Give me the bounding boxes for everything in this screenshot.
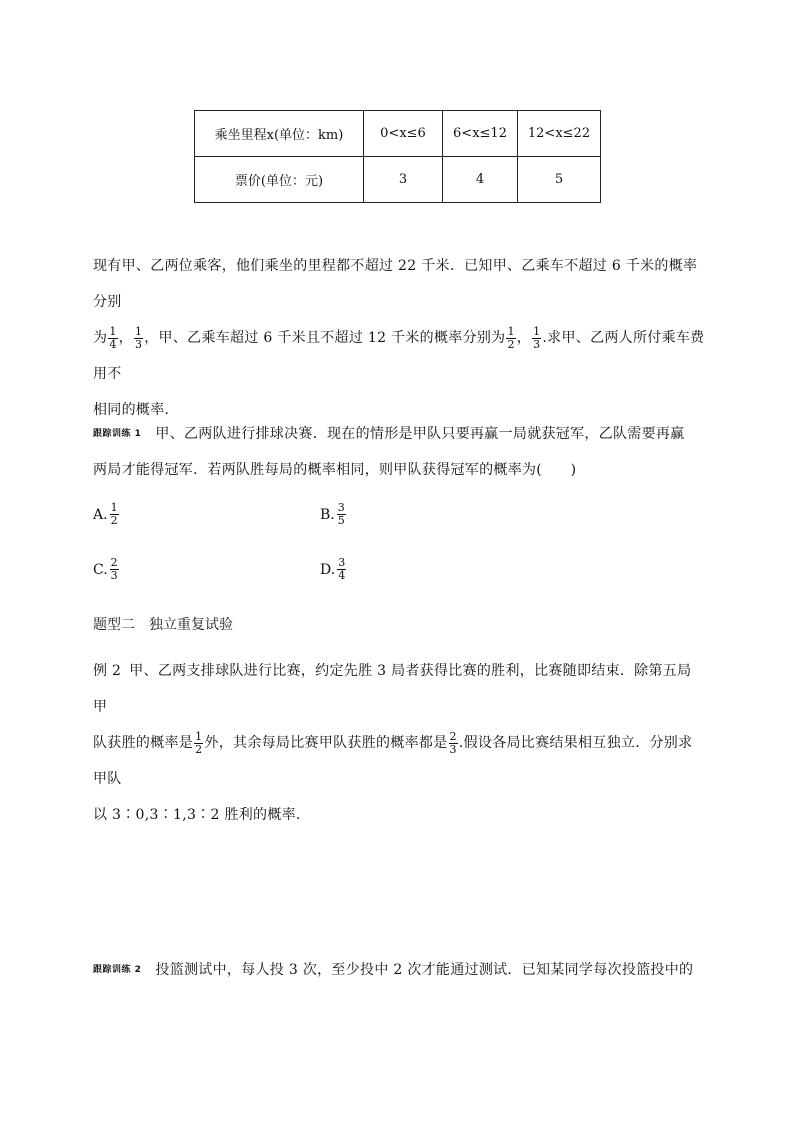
fraction: $\frac{1}{3}$ [134, 324, 143, 351]
problem-paragraph [93, 248, 705, 428]
table-cell: 3 [364, 157, 443, 203]
table-row [195, 157, 601, 203]
fraction: $\frac{3}{5}$ [337, 501, 345, 527]
text-line: 跟踪训练 1 甲、乙两队进行排球决赛．现在的情形是甲队只要再赢一局就获冠军，乙队需要再赢 [93, 426, 685, 442]
text-line: 为 $\frac{1}{4}$ ， $\frac{1}{3}$ ，甲、乙乘车超过 6 千米且不超过 12 千米的概率分别为 $\frac{1}{2}$ ， $\frac{1}{3}$ .求甲、乙两人所付乘车费用不 [93, 324, 705, 382]
table-header-cell: 12<x≤22 [518, 111, 601, 157]
fraction: $\frac{1}{3}$ [533, 324, 541, 351]
table-header-cell: 乘坐里程x(单位：km) [195, 111, 364, 157]
example-label: 例 2 [93, 663, 122, 679]
section-title: 题型二 独立重复试验 [93, 617, 233, 633]
option-c[interactable]: C. $\frac{2}{3}$ [93, 556, 118, 582]
training1-paragraph [93, 416, 705, 488]
table-cell: 票价(单位：元) [195, 157, 364, 203]
table-header-cell: 0<x≤6 [364, 111, 443, 157]
fraction: $\frac{3}{4}$ [338, 556, 346, 582]
fraction: $\frac{2}{3}$ [449, 729, 457, 756]
text-line: 队获胜的概率是 $\frac{1}{2}$ 外，其余每局比赛甲队获胜的概率都是 $\frac{2}{3}$ .假设各局比赛结果相互独立．分别求甲队 [93, 729, 693, 787]
training2-paragraph [93, 952, 705, 988]
fare-table [194, 110, 601, 203]
example2-paragraph [93, 653, 705, 833]
training-tag: 跟踪训练 1 [93, 429, 142, 439]
fraction: $\frac{1}{4}$ [109, 324, 117, 351]
table-row [195, 111, 601, 157]
table-header-cell: 6<x≤12 [443, 111, 518, 157]
table-cell: 5 [518, 157, 601, 203]
fraction: $\frac{1}{2}$ [110, 501, 118, 527]
table-cell: 4 [443, 157, 518, 203]
text-line: 例 2 甲、乙两支排球队进行比赛，约定先胜 3 局者获得比赛的胜利，比赛随即结束．除第五局甲 [93, 663, 692, 715]
text-line: 现有甲、乙两位乘客，他们乘坐的里程都不超过 22 千米．已知甲、乙乘车不超过 6 千米的概率分别 [93, 258, 698, 310]
text-line: 相同的概率． [93, 402, 179, 418]
option-b[interactable]: B. $\frac{3}{5}$ [320, 501, 345, 527]
text-line: 跟踪训练 2 投篮测试中，每人投 3 次，至少投中 2 次才能通过测试．已知某同学每次投篮投中的 [93, 962, 694, 978]
option-a[interactable]: A. $\frac{1}{2}$ [93, 501, 118, 527]
fraction: $\frac{2}{3}$ [110, 556, 118, 582]
fraction: $\frac{1}{2}$ [507, 324, 515, 351]
text-line: 以 3∶0,3∶1,3∶2 胜利的概率． [93, 807, 311, 823]
text-line: 两局才能得冠军．若两队胜每局的概率相同，则甲队获得冠军的概率为( ) [93, 462, 577, 478]
training-tag: 跟踪训练 2 [93, 965, 142, 975]
fraction: $\frac{1}{2}$ [195, 729, 203, 756]
option-d[interactable]: D. $\frac{3}{4}$ [320, 556, 346, 582]
